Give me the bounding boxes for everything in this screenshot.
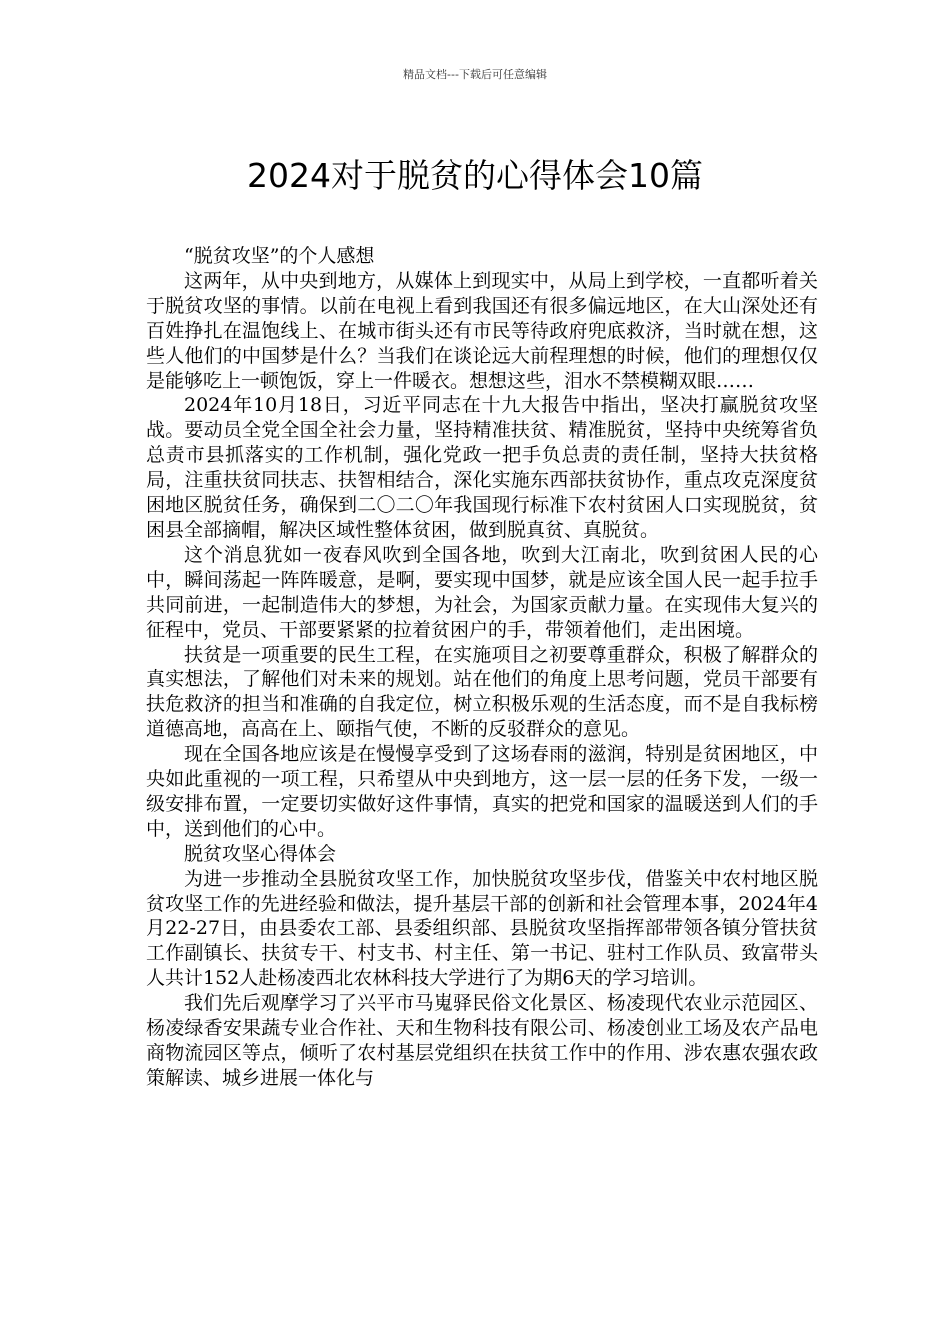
paragraph: 这个消息犹如一夜春风吹到全国各地，吹到大江南北，吹到贫困人民的心中，瞬间荡起一阵阵暖意，是啊，要实现中国梦，就是应该全国人民一起手拉手共同前进，一起制造伟大的梦想，为社会，为国家贡献力量。在实现伟大复兴的征程中，党员、干部要紧紧的拉着贫困户的手，带领着他们，走出困境。 bbox=[146, 543, 818, 641]
document-title: 2024对于脱贫的心得体会10篇 bbox=[247, 156, 703, 196]
paragraph: 扶贫是一项重要的民生工程，在实施项目之初要尊重群众，积极了解群众的真实想法，了解他们对未来的规划。站在他们的角度上思考问题，党员干部要有扶危救济的担当和准确的自我定位，树立积极乐观的生活态度，而不是自我标榜道德高地，高高在上、颐指气使，不断的反驳群众的意见。 bbox=[146, 643, 818, 741]
paragraph: 这两年，从中央到地方，从媒体上到现实中，从局上到学校，一直都听着关于脱贫攻坚的事情。以前在电视上看到我国还有很多偏远地区，在大山深处还有百姓挣扎在温饱线上、在城市街头还有市民等待政府兜底救济，当时就在想，这些人他们的中国梦是什么？当我们在谈论远大前程理想的时候，他们的理想仅仅是能够吃上一顿饱饭，穿上一件暖衣。想想这些，泪水不禁模糊双眼…… bbox=[146, 269, 818, 392]
page-header-note: 精品文档---下载后可任意编辑 bbox=[403, 68, 547, 81]
paragraph-section-heading-2: 脱贫攻坚心得体会 bbox=[184, 842, 337, 865]
paragraph: 为进一步推动全县脱贫攻坚工作，加快脱贫攻坚步伐，借鉴关中农村地区脱贫攻坚工作的先进经验和做法，提升基层干部的创新和社会管理本事，2024年4月22-27日，由县委农工部、县委组织部、县脱贫攻坚指挥部带领各镇分管扶贫工作副镇长、扶贫专干、村支书、村主任、第一书记、驻村工作队员、致富带头人共计152人赴杨凌西北农林科技大学进行了为期6天的学习培训。 bbox=[146, 867, 818, 990]
paragraph: 现在全国各地应该是在慢慢享受到了这场春雨的滋润，特别是贫困地区，中央如此重视的一项工程，只希望从中央到地方，这一层一层的任务下发，一级一级安排布置，一定要切实做好这件事情，真实的把党和国家的温暖送到人们的手中，送到他们的心中。 bbox=[146, 743, 818, 840]
paragraph-section-heading-1: “脱贫攻坚”的个人感想 bbox=[184, 245, 375, 267]
document-body bbox=[146, 244, 818, 1091]
paragraph: 2024年10月18日，习近平同志在十九大报告中指出，坚决打赢脱贫攻坚战。要动员全党全国全社会力量，坚持精准扶贫、精准脱贫，坚持中央统筹省负总责市县抓落实的工作机制，强化党政一把手负总责的责任制，坚持大扶贫格局，注重扶贫同扶志、扶智相结合，深化实施东西部扶贫协作，重点攻克深度贫困地区脱贫任务，确保到二〇二〇年我国现行标准下农村贫困人口实现脱贫，贫困县全部摘帽，解决区域性整体贫困，做到脱真贫、真脱贫。 bbox=[146, 394, 818, 541]
paragraph: 我们先后观摩学习了兴平市马嵬驿民俗文化景区、杨凌现代农业示范园区、杨凌绿香安果蔬专业合作社、天和生物科技有限公司、杨凌创业工场及农产品电商物流园区等点，倾听了农村基层党组织在扶贫工作中的作用、涉农惠农强农政策解读、城乡进展一体化与 bbox=[146, 992, 818, 1089]
